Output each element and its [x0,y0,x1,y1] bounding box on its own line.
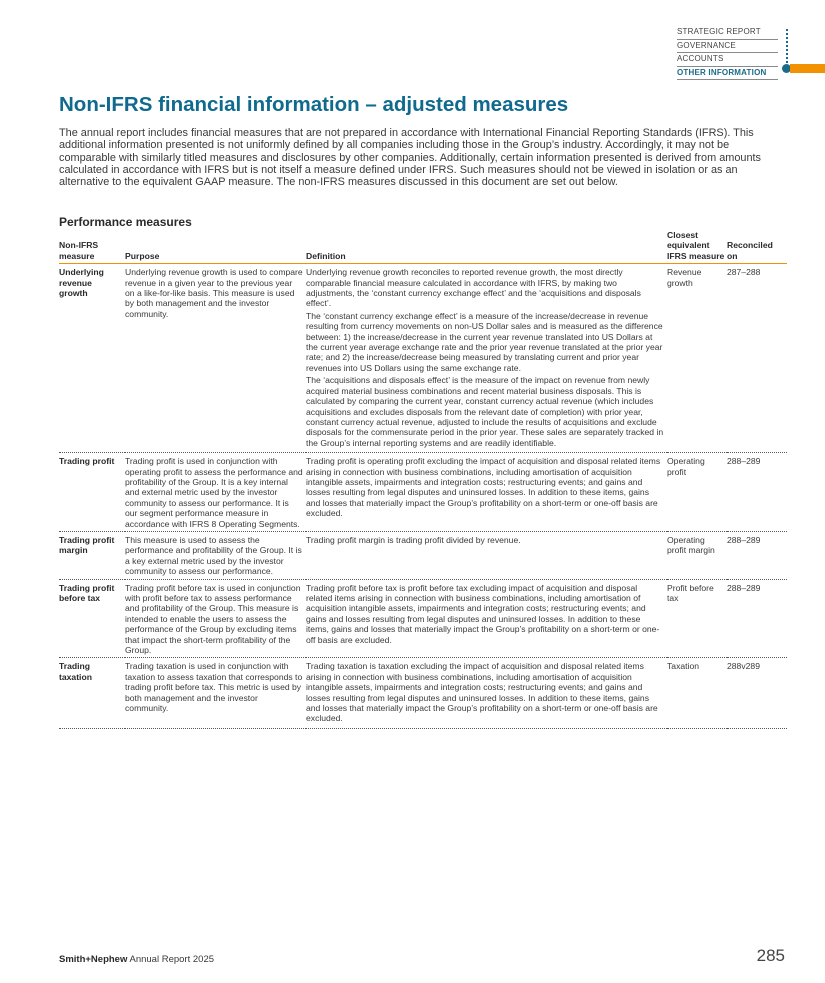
table-row [59,264,787,453]
page-title: Non-IFRS financial information – adjusted measures [59,93,569,116]
measure-definition [306,264,667,453]
table-row [59,453,787,532]
definition-paragraph: Trading profit is operating profit excluding the impact of acquisition and disposal related items arising in connection with business combinations, including amortisation of acquisition intangible assets, impairments and integration costs; restructuring events; and gains and losses resulting from legal disputes and uninsured losses. In addition to these items, gains and losses that materially impact the Group’s profitability on a short-term or one-off basis are excluded. [306,456,661,519]
measure-name: Underlying revenue growth [59,264,125,453]
section-nav [677,26,825,80]
measure-purpose: Trading taxation is used in conjunction with taxation to assess taxation that corresponds to trading profit before tax. This metric is used by both management and the investor community. [125,658,306,728]
definition-paragraph: The ‘constant currency exchange effect’ is a measure of the increase/decrease in revenue resulting from currency movements on non-US Dollar sales and is measured as the difference between: 1) the increase/decrease in the current year revenue translated into US Dollars at the current year average exchange rate and the prior year revenue translated at the prior year rate; and 2) the increase/decrease being measured by translating current and prior year revenues into US Dollars using the same exchange rate. [306,310,663,373]
measure-name: Trading profit margin [59,531,125,579]
header-definition: Definition [306,230,667,264]
definition-paragraph: The ‘acquisitions and disposals effect’ is the measure of the impact on revenue from newly acquired material business combinations and recent material business disposals. This is calculated by comparing the current year, constant currency actual revenue (which includes acquisitions and excludes disposals from the relevant date of completion) with prior year, constant currency actual revenue, adjusted to include the results of acquisitions and exclude disposals for the commensurate period in the prior year. These sales are separately tracked in the Group’s internal reporting systems and are readily identifiable. [306,375,664,448]
measure-name: Trading profit before tax [59,579,125,658]
closest-ifrs-measure: Revenue growth [667,264,727,453]
page-number: 285 [756,946,785,965]
reconciled-pages: 288–289 [727,531,787,579]
reconciled-pages: 288–289 [727,579,787,658]
closest-ifrs-measure: Taxation [667,658,727,728]
definition-paragraph: Underlying revenue growth reconciles to reported revenue growth, the most directly comparable financial measure calculated in accordance with IFRS, by making two adjustments, the ‘constant currency exchange effect’ and the ‘acquisitions and disposals effect’. [306,267,641,309]
measure-purpose: Underlying revenue growth is used to compare revenue in a given year to the previous year on a like-for-like basis. This measure is used by both management and the investor community. [125,264,306,453]
measure-definition [306,658,667,728]
nav-item-accounts[interactable]: ACCOUNTS [677,53,778,67]
table-row [59,579,787,658]
header-measure: Non-IFRS measure [59,230,125,264]
closest-ifrs-measure: Profit before tax [667,579,727,658]
measure-name: Trading profit [59,453,125,532]
nav-rail [786,29,790,67]
reconciled-pages: 288–289 [727,453,787,532]
definition-paragraph: Trading profit before tax is profit before tax excluding impact of acquisition and disposal related items arising in connection with business combinations, including amortisation of acquisition intangible assets, impairments and integration costs; restructuring events; and gains and losses resulting from legal disputes and uninsured losses. In addition to these items, gains and losses that materially impact the Group’s profitability on a short-term or one-off basis are excluded. [306,582,660,645]
measure-name: Trading taxation [59,658,125,728]
definition-paragraph: Trading taxation is taxation excluding the impact of acquisition and disposal related items arising in connection with business combinations, including amortisation of acquisition intangible assets, impairments and integration costs; restructuring events; and gains and losses resulting from legal disputes and uninsured losses. In addition to these items, gains and losses that materially impact the Group’s profitability on a short-term or one-off basis are excluded. [306,661,658,724]
measure-purpose: Trading profit before tax is used in conjunction with profit before tax to assess performance and profitability of the Group. This measure is intended to enable the users to assess the performance of the Group by excluding items that impact the short-term profitability of the Group. [125,579,306,658]
nav-item-other-information[interactable]: OTHER INFORMATION [677,67,778,81]
nav-accent-bar [790,64,825,73]
measure-definition [306,531,667,579]
nav-item-governance[interactable]: GOVERNANCE [677,40,778,54]
measure-definition [306,453,667,532]
closest-ifrs-measure: Operating profit margin [667,531,727,579]
measure-definition [306,579,667,658]
header-purpose: Purpose [125,230,306,264]
table-row [59,658,787,728]
intro-paragraph: The annual report includes financial measures that are not prepared in accordance with International Financial Reporting Standards (IFRS). This additional information presented is not uniformly defined by all companies including those in the Group’s industry. Accordingly, it may not be comparable with similarly titled measures and disclosures by other companies. Additionally, certain information presented is derived from amounts calculated in accordance with IFRS but is not itself a measure defined under IFRS. Such measures should not be viewed in isolation or as an alternative to the equivalent GAAP measure. The non-IFRS measures discussed in this document are set out below. [59,127,761,189]
nav-item-strategic-report[interactable]: STRATEGIC REPORT [677,26,778,40]
table-header-row [59,230,787,264]
measures-table [59,230,787,729]
reconciled-pages: 287–288 [727,264,787,453]
section-heading: Performance measures [59,215,192,229]
footer-report-title: Annual Report 2025 [129,954,215,965]
definition-paragraph: Trading profit margin is trading profit divided by revenue. [306,534,521,545]
measure-purpose: This measure is used to assess the performance and profitability of the Group. It is a key external metric used by the investor community to assess our performance. [125,531,306,579]
header-closest-ifrs: Closest equivalent IFRS measure [667,230,727,264]
reconciled-pages: 288v289 [727,658,787,728]
closest-ifrs-measure: Operating profit [667,453,727,532]
footer-brand-name: Smith+Nephew [59,954,128,965]
table-row [59,531,787,579]
measure-purpose: Trading profit is used in conjunction with operating profit to assess the performance and profitability of the Group. It is a key internal and external metric used by the investor community to assess our performance. It is our segment performance measure in accordance with IFRS 8 Operating Segments. [125,453,306,532]
footer-brand [59,954,214,965]
header-reconciled: Reconciled on [727,230,787,264]
